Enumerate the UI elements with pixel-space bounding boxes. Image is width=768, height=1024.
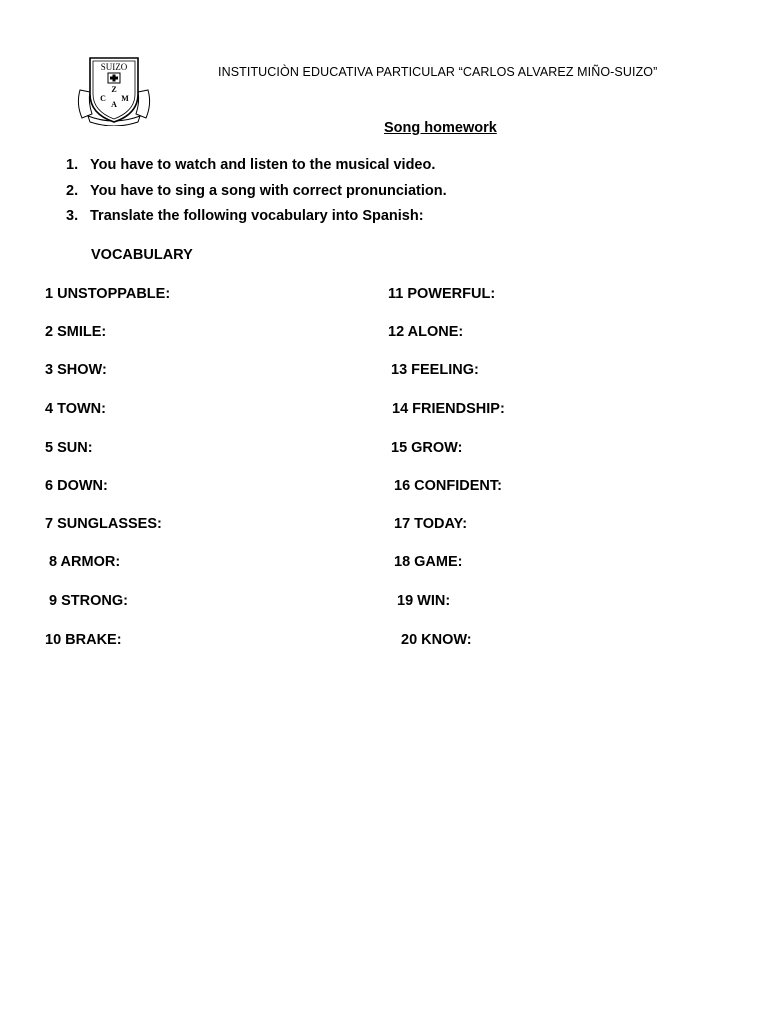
instruction-item bbox=[66, 157, 435, 173]
institution-header: INSTITUCIÒN EDUCATIVA PARTICULAR “CARLOS ALVAREZ MIÑO-SUIZO” bbox=[218, 65, 658, 79]
crest-letter-z: Z bbox=[111, 85, 117, 94]
crest-letter-m: M bbox=[121, 94, 129, 103]
vocab-word: 4 TOWN: bbox=[45, 401, 106, 417]
vocab-word: 18 GAME: bbox=[394, 554, 463, 570]
vocab-word: 5 SUN: bbox=[45, 440, 93, 456]
crest-letter-c: C bbox=[100, 94, 106, 103]
vocab-word: 16 CONFIDENT: bbox=[394, 478, 502, 494]
instruction-item bbox=[66, 183, 447, 199]
instruction-text: You have to sing a song with correct pronunciation. bbox=[90, 183, 447, 199]
instruction-number: 3. bbox=[66, 208, 79, 224]
instruction-item bbox=[66, 208, 424, 224]
vocab-word: 6 DOWN: bbox=[45, 478, 108, 494]
vocab-word: 8 ARMOR: bbox=[49, 554, 121, 570]
instruction-number: 1. bbox=[66, 157, 79, 173]
vocab-word: 17 TODAY: bbox=[394, 516, 468, 532]
vocab-word: 2 SMILE: bbox=[45, 324, 107, 340]
instruction-text: You have to watch and listen to the musical video. bbox=[90, 157, 436, 173]
school-crest-logo bbox=[74, 54, 154, 126]
vocab-word: 20 KNOW: bbox=[401, 632, 472, 648]
instruction-number: 2. bbox=[66, 183, 79, 199]
crest-top-text: SUIZO bbox=[100, 62, 128, 72]
vocab-word: 14 FRIENDSHIP: bbox=[392, 401, 505, 417]
vocab-word: 3 SHOW: bbox=[45, 362, 107, 378]
vocab-word: 13 FEELING: bbox=[391, 362, 479, 378]
crest-letter-a: A bbox=[111, 100, 117, 109]
vocab-word: 10 BRAKE: bbox=[45, 632, 122, 648]
vocab-word: 11 POWERFUL: bbox=[388, 286, 496, 302]
vocab-word: 1 UNSTOPPABLE: bbox=[45, 286, 171, 302]
page-title: Song homework bbox=[384, 120, 497, 136]
vocab-word: 15 GROW: bbox=[391, 440, 463, 456]
vocab-word: 19 WIN: bbox=[397, 593, 451, 609]
vocab-word: 12 ALONE: bbox=[388, 324, 464, 340]
vocab-word: 7 SUNGLASSES: bbox=[45, 516, 162, 532]
vocab-word: 9 STRONG: bbox=[49, 593, 128, 609]
instruction-text: Translate the following vocabulary into Spanish: bbox=[90, 208, 424, 224]
vocabulary-heading: VOCABULARY bbox=[91, 247, 193, 263]
